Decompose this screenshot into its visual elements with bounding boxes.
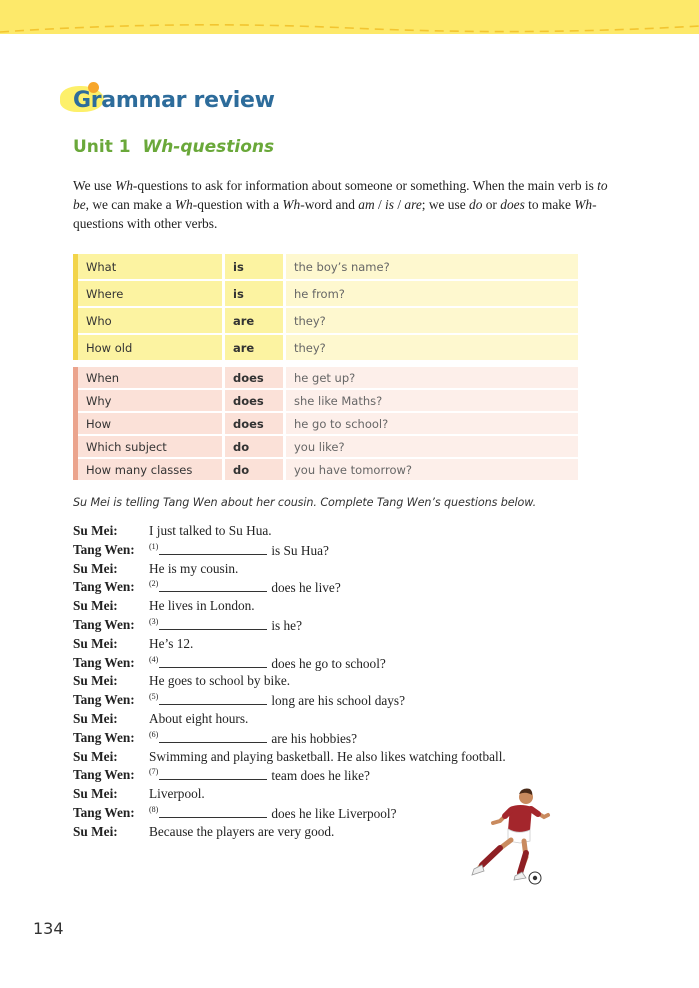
- speaker: Tang Wen:: [73, 616, 135, 632]
- table-row: [76, 367, 579, 389]
- question-number: (4): [149, 654, 159, 664]
- wh-word-cell: What: [76, 254, 224, 280]
- speaker: Su Mei:: [73, 786, 118, 802]
- answer-blank[interactable]: [159, 691, 267, 705]
- question-number: (2): [149, 579, 159, 589]
- wh-word-cell: How old: [76, 334, 224, 360]
- wh-word-cell: Who: [76, 307, 224, 334]
- speech: are his hobbies?: [271, 730, 357, 746]
- speech: team does he like?: [271, 768, 370, 784]
- verb-cell: do: [224, 435, 285, 458]
- speaker: Tang Wen:: [73, 729, 135, 745]
- do-verb-table: [73, 367, 578, 480]
- question-number: (1): [149, 541, 159, 551]
- speech: Swimming and playing basketball. He also likes watching football.: [149, 748, 506, 764]
- answer-blank[interactable]: [159, 654, 267, 668]
- table-row: [76, 280, 579, 307]
- answer-blank[interactable]: [159, 729, 267, 743]
- speech: does he go to school?: [271, 655, 386, 671]
- speech: is he?: [271, 617, 302, 633]
- unit-topic: Wh-questions: [142, 137, 275, 157]
- speaker: Su Mei:: [73, 523, 118, 538]
- rest-cell: you like?: [285, 435, 579, 458]
- speech: He goes to school by bike.: [149, 673, 291, 689]
- rest-cell: they?: [285, 307, 579, 334]
- verb-cell: does: [224, 412, 285, 435]
- verb-cell: are: [224, 334, 285, 360]
- question-number: (3): [149, 616, 159, 626]
- speech: is Su Hua?: [271, 542, 329, 558]
- speaker: Tang Wen:: [73, 692, 135, 708]
- speech: He’s 12.: [149, 635, 194, 651]
- speaker: Su Mei:: [73, 673, 118, 689]
- answer-blank[interactable]: [159, 804, 267, 818]
- rest-cell: she like Maths?: [285, 389, 579, 412]
- verb-cell: do: [224, 458, 285, 480]
- question-number: (5): [149, 692, 159, 702]
- question-number: (7): [149, 767, 159, 777]
- table-row: [76, 458, 579, 480]
- speech: I just talked to Su Hua.: [149, 523, 272, 538]
- exercise-instruction: Su Mei is telling Tang Wen about her cousin. Complete Tang Wen’s questions below.: [73, 496, 537, 509]
- speaker: Su Mei:: [73, 635, 118, 651]
- speaker: Su Mei:: [73, 823, 118, 839]
- rest-cell: they?: [285, 334, 579, 360]
- rest-cell: the boy’s name?: [285, 254, 579, 280]
- rest-cell: he go to school?: [285, 412, 579, 435]
- table-row: [76, 435, 579, 458]
- intro-paragraph: We use Wh-questions to ask for information about someone or something. When the main verb is to be, we can make a Wh-question with a Wh-word and am / is / are; we use do or does to make Wh-questions with other verbs.: [73, 178, 608, 231]
- top-decorative-band: [0, 0, 699, 34]
- answer-blank[interactable]: [159, 578, 267, 592]
- page-number: 134: [33, 919, 64, 938]
- wh-word-cell: Which subject: [76, 435, 224, 458]
- wh-word-cell: Where: [76, 280, 224, 307]
- wh-word-cell: How: [76, 412, 224, 435]
- rest-cell: he from?: [285, 280, 579, 307]
- speaker: Su Mei:: [73, 598, 118, 614]
- verb-cell: does: [224, 367, 285, 389]
- dashed-wave-decoration: [0, 18, 699, 34]
- question-number: (6): [149, 729, 159, 739]
- table-row: [76, 334, 579, 360]
- speaker: Su Mei:: [73, 710, 118, 726]
- verb-cell: are: [224, 307, 285, 334]
- speaker: Tang Wen:: [73, 804, 135, 820]
- verb-cell: is: [224, 254, 285, 280]
- speaker: Tang Wen:: [73, 579, 135, 595]
- question-number: (8): [149, 804, 159, 814]
- speech: He lives in London.: [149, 598, 255, 614]
- be-verb-table: [73, 254, 578, 360]
- wh-word-cell: When: [76, 367, 224, 389]
- page-title: Grammar review: [73, 88, 275, 113]
- answer-blank[interactable]: [159, 541, 267, 555]
- answer-blank[interactable]: [159, 616, 267, 630]
- speaker: Su Mei:: [73, 748, 118, 764]
- speaker: Tang Wen:: [73, 654, 135, 670]
- table-row: [76, 412, 579, 435]
- answer-blank[interactable]: [159, 766, 267, 780]
- verb-cell: does: [224, 389, 285, 412]
- speech: long are his school days?: [271, 693, 406, 709]
- wh-word-cell: Why: [76, 389, 224, 412]
- speaker: Tang Wen:: [73, 767, 135, 783]
- speaker: Tang Wen:: [73, 541, 135, 557]
- table-row: [76, 307, 579, 334]
- unit-number: Unit 1: [73, 137, 131, 157]
- wh-word-cell: How many classes: [76, 458, 224, 480]
- football-player-icon: [460, 783, 560, 888]
- speech: Liverpool.: [149, 786, 205, 802]
- verb-cell: is: [224, 280, 285, 307]
- speech: About eight hours.: [149, 710, 249, 726]
- table-row: [76, 254, 579, 280]
- rest-cell: he get up?: [285, 367, 579, 389]
- table-row: [76, 389, 579, 412]
- speech: does he like Liverpool?: [271, 805, 397, 821]
- speech: He is my cousin.: [149, 560, 239, 576]
- speech: does he live?: [271, 580, 341, 596]
- speaker: Su Mei:: [73, 560, 118, 576]
- unit-heading: [73, 137, 274, 157]
- rest-cell: you have tomorrow?: [285, 458, 579, 480]
- speech: Because the players are very good.: [149, 823, 335, 839]
